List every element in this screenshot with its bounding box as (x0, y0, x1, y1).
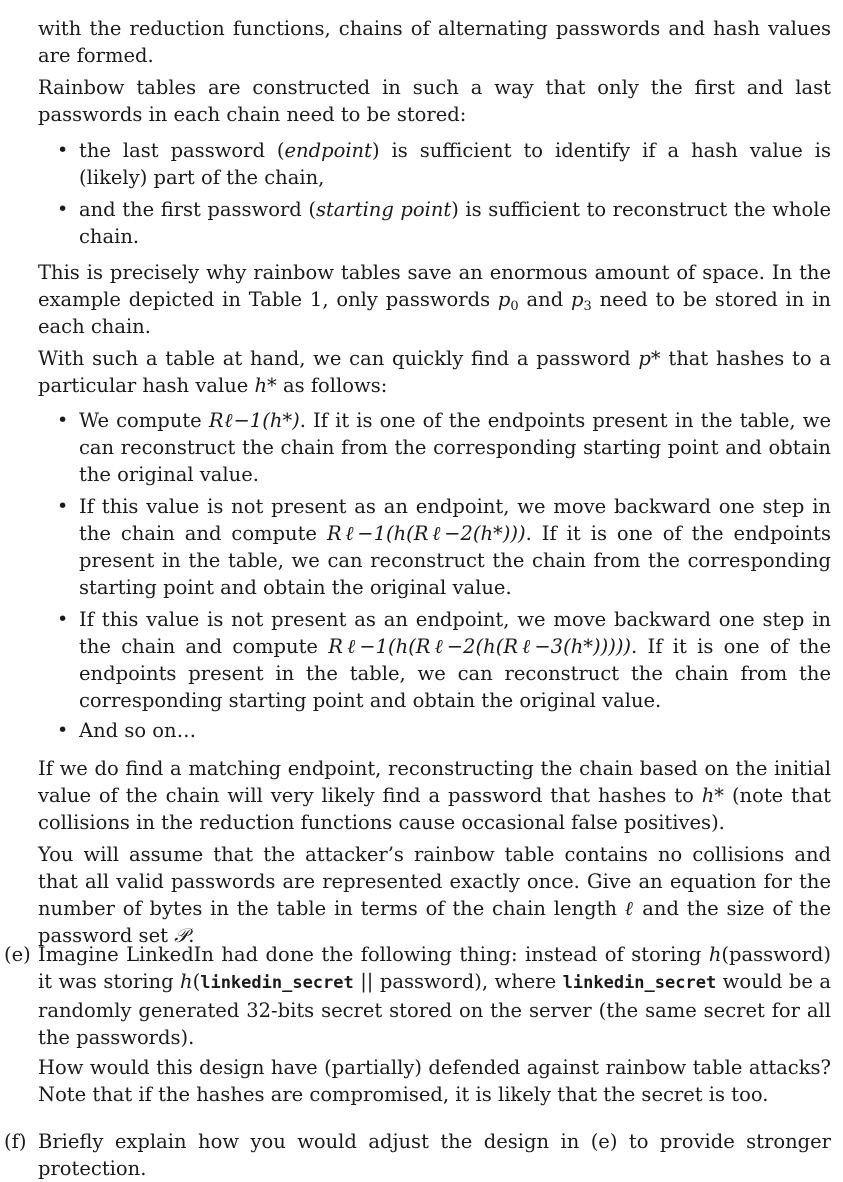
bullet-icon: • (57, 608, 69, 630)
list-item: • If this value is not present as an endpoint, we move backward one step in the chain and compute Rℓ−1(h(Rℓ−2(h*))). If it is one of the endpoints present in the table, we can reconstruct the chain from the corresponding starting point and obtain the original value. (57, 495, 831, 599)
paragraph-find-password: With such a table at hand, we can quickly find a password p* that hashes to a particular hash value h* as follows: (38, 347, 831, 397)
question-f-body: Briefly explain how you would adjust the design in (e) to provide stronger protection. (38, 1130, 831, 1180)
question-label: (f) (4, 1130, 27, 1153)
bullet-icon: • (57, 719, 69, 741)
list-item: • the last password (endpoint) is sufficient to identify if a hash value is (likely) part of the chain, (57, 139, 832, 189)
list-item: • And so on… (57, 719, 197, 742)
question-e-body: Imagine LinkedIn had done the following thing: instead of storing h(password) it was storing h(linkedin_secret || password), where linkedin_secret would be a randomly generated 32-bits secret stored on the server (the same secret for all the passwords). (38, 943, 832, 1049)
paragraph-matching-endpoint: If we do find a matching endpoint, reconstructing the chain based on the initial value of the chain will very likely find a password that hashes to h* (note that collisions in the reduction functions cause occasional false positives). (38, 757, 831, 834)
bullet-icon: • (57, 409, 69, 431)
paragraph-rainbow-intro: Rainbow tables are constructed in such a way that only the first and last passwords in each chain need to be stored: (38, 76, 831, 126)
list-item: • If this value is not present as an endpoint, we move backward one step in the chain and compute Rℓ−1(h(Rℓ−2(h(Rℓ−3(h*))))). If it is one of the endpoints present in the table, we can reconstruct the chain from the corresponding starting point and obtain the original value. (57, 608, 832, 712)
question-e-prompt: How would this design have (partially) defended against rainbow table attacks? Note that if the hashes are compromised, it is likely that the secret is too. (38, 1056, 831, 1106)
bullet-icon: • (57, 495, 69, 517)
paragraph-chains-formed: with the reduction functions, chains of alternating passwords and hash values are formed. (38, 17, 831, 67)
list-item: • We compute Rℓ−1(h*). If it is one of the endpoints present in the table, we can reconstruct the chain from the corresponding starting point and obtain the original value. (57, 409, 831, 486)
bullet-icon: • (57, 139, 69, 161)
paragraph-assumption: You will assume that the attacker’s rainbow table contains no collisions and that all valid passwords are represented exactly once. Give an equation for the number of bytes in the table in terms of the chain length ℓ and the size of the password set 𝒫. (38, 843, 832, 947)
paragraph-space-savings: This is precisely why rainbow tables save an enormous amount of space. In the example depicted in Table 1, only passwords $p_0$ and $p_3$ need to be stored in in each chain. (38, 261, 831, 338)
bullet-icon: • (57, 198, 69, 220)
question-label: (e) (4, 943, 31, 966)
list-item: • and the first password (starting point) is sufficient to reconstruct the whole chain. (57, 198, 831, 248)
